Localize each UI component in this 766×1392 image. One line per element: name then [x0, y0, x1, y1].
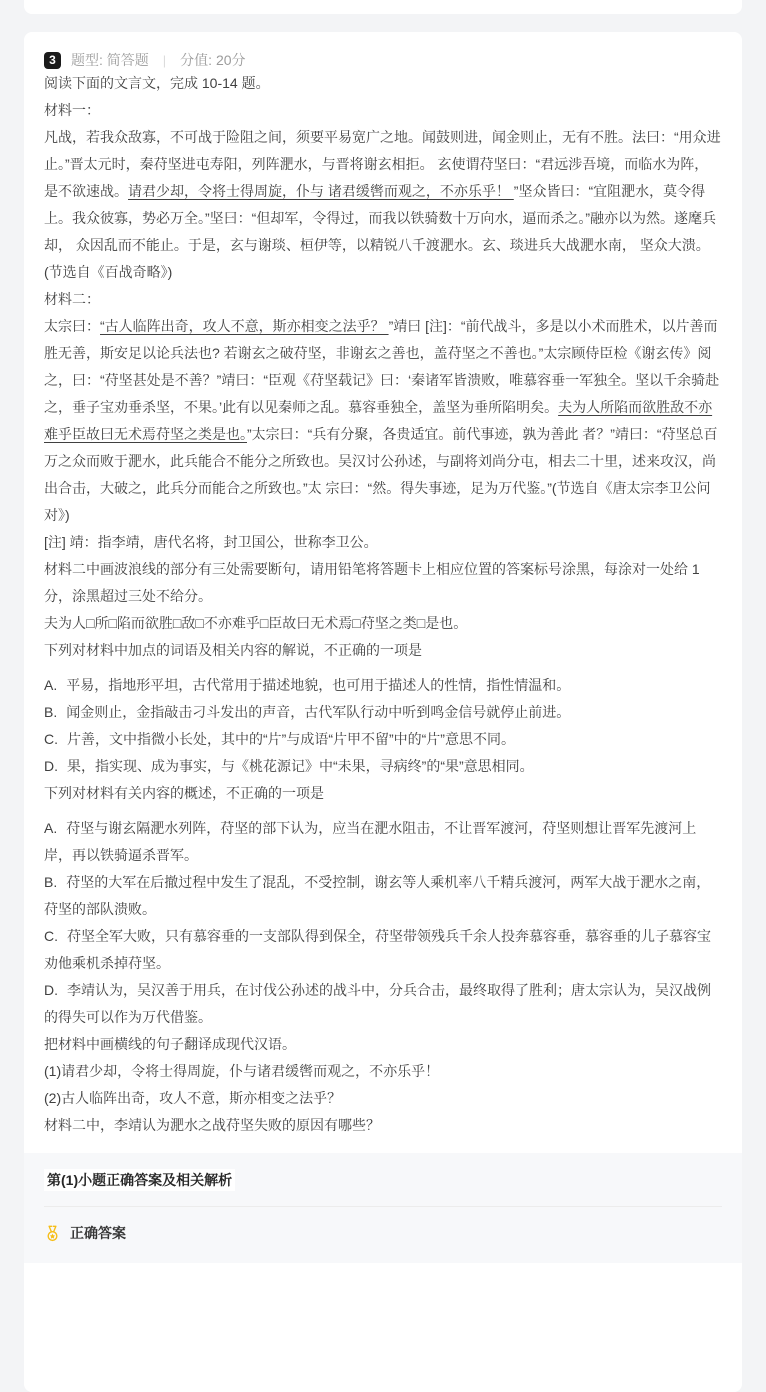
- option-label: C.: [44, 731, 58, 747]
- medal-icon: [44, 1225, 61, 1242]
- previous-card-bottom: [24, 0, 742, 14]
- passage-note: [注] 靖：指李靖，唐代名将，封卫国公，世称李卫公。: [44, 534, 378, 550]
- option-a: [44, 815, 722, 869]
- question2-stem: 下列对材料中加点的词语及相关内容的解说，不正确的一项是: [44, 642, 422, 658]
- question1-stem: 材料二中画波浪线的部分有三处需要断句，请用铅笔将答题卡上相应位置的答案标号涂黑，每涂对一处给 1 分，涂黑超过三处不给分。: [44, 561, 700, 604]
- question-number-badge: 3: [44, 52, 61, 69]
- option-text: 苻坚全军大败，只有慕容垂的一支部队得到保全，苻坚带领残兵千余人投奔慕容垂，慕容垂的儿子慕容宝劝他乘机杀掉苻坚。: [44, 928, 711, 971]
- question4-stem: 把材料中画横线的句子翻译成现代汉语。: [44, 1036, 296, 1052]
- material1-text: [44, 124, 722, 286]
- option-label: B.: [44, 704, 58, 720]
- material2-text: [44, 313, 722, 529]
- option-label: A.: [44, 677, 58, 693]
- question-score-label: 分值: 20分: [180, 52, 246, 68]
- option-d: [44, 753, 722, 780]
- option-text: 片善，文中指微小长处，其中的“片”与成语“片甲不留”中的“片”意思不同。: [67, 731, 515, 747]
- question-content: [24, 70, 742, 1153]
- passage-text: ”坚众皆曰：“宜阻淝水，莫令得上。我众彼寡，势必万全。”坚曰：“但却军，令得过，而我以铁骑数十万向水，逼而杀之。”融亦以为然。遂麾兵却， 众因乱而不能止。于是，玄与谢琰、桓伊等，以精锐八千渡淝水。玄、琰进兵大战淝水南， 坚众大溃。(节选自《百战奇略》): [44, 183, 716, 280]
- option-b: [44, 869, 722, 923]
- option-text: 苻坚的大军在后撤过程中发生了混乱，不受控制，谢玄等人乘机率八千精兵渡河，两军大战于淝水之南，苻坚的部队溃败。: [44, 874, 711, 917]
- option-a: [44, 672, 722, 699]
- passage-intro: 阅读下面的文言文，完成 10-14 题。: [44, 75, 270, 91]
- question1-sentence: 夫为人□所□陷而欲胜□敌□不亦难乎□臣故曰无术焉□苻坚之类□是也。: [44, 615, 468, 631]
- answer-divider: [44, 1206, 722, 1207]
- question4-subitem-1: (1)请君少却，令将士得周旋，仆与诸君缓辔而观之，不亦乐乎！: [44, 1063, 440, 1079]
- option-c: [44, 923, 722, 977]
- material1-title: 材料一：: [44, 102, 100, 118]
- option-b: [44, 699, 722, 726]
- question-card: [24, 32, 742, 1392]
- question3-options: [44, 815, 722, 1031]
- passage-text: ”太宗曰：“兵有分聚，各贵适宜。前代事迹，孰为善此 者？”靖曰：“苻坚总百万之众而败于淝水，此兵能合不能分之所致也。吴汉讨公孙述，与副将刘尚分屯，相去二十里，述来攻汉，尚出合击，大破之，此兵分而能合之所致也。”太 宗曰：“然。得失事迹，足为万代鉴。”(节选自《唐太宗李卫公问对》): [44, 426, 718, 523]
- option-label: D.: [44, 758, 58, 774]
- option-label: A.: [44, 820, 58, 836]
- question-header: [24, 32, 742, 70]
- underlined-sentence-1: 请君少却，令将士得周旋，仆与 诸君缓辔而观之，不亦乐乎！: [128, 183, 514, 199]
- underlined-sentence-2: “古人临阵出奇，攻人不意，斯亦相变之法乎？: [100, 318, 389, 334]
- passage-text: ”靖曰 [注]：“前代战斗，多是以小术而胜术，以片善而胜无善，斯安足以论兵法也? 若谢玄之破苻坚，非谢玄之善也，盖苻坚之不善也。”太宗顾侍臣检《谢玄传》阅之，曰：“苻坚甚处是不善？”靖曰：“臣观《苻坚载记》曰：‘秦诸军皆溃败，唯慕容垂一军独全。坚以千余骑赴之，垂子宝劝垂杀坚，不果。’此有以见秦师之乱。慕容垂独全，盖坚为垂所陷明矣。: [44, 318, 720, 415]
- option-text: 李靖认为，吴汉善于用兵，在讨伐公孙述的战斗中，分兵合击，最终取得了胜利；唐太宗认为，吴汉战例的得失可以作为万代借鉴。: [44, 982, 711, 1025]
- option-text: 果，指实现、成为事实，与《桃花源记》中“未果，寻病终”的“果”意思相同。: [67, 758, 534, 774]
- material2-title: 材料二：: [44, 291, 100, 307]
- correct-answer-label: 正确答案: [70, 1225, 126, 1241]
- underlined-sentence-3: 夫为人所陷而欲胜敌不亦 难乎臣故曰无术焉苻坚之类是也。: [44, 399, 713, 442]
- question4-subitem-2: (2)古人临阵出奇，攻人不意，斯亦相变之法乎？: [44, 1090, 342, 1106]
- answer-section-heading: 第(1)小题正确答案及相关解析: [44, 1169, 722, 1191]
- option-label: B.: [44, 874, 58, 890]
- passage-text: 太宗曰：: [44, 318, 100, 334]
- header-divider: |: [162, 52, 167, 68]
- question2-options: [44, 672, 722, 780]
- question3-stem: 下列对材料有关内容的概述，不正确的一项是: [44, 785, 324, 801]
- option-c: [44, 726, 722, 753]
- option-d: [44, 977, 722, 1031]
- option-text: 闻金则止，金指敲击刁斗发出的声音，古代军队行动中听到鸣金信号就停止前进。: [66, 704, 571, 720]
- option-text: 平易，指地形平坦，古代常用于描述地貌，也可用于描述人的性情，指性情温和。: [66, 677, 571, 693]
- correct-answer-row: [44, 1223, 722, 1243]
- option-text: 苻坚与谢玄隔淝水列阵，苻坚的部下认为，应当在淝水阻击，不让晋军渡河，苻坚则想让晋军先渡河上岸，再以铁骑逼杀晋军。: [44, 820, 697, 863]
- option-label: C.: [44, 928, 58, 944]
- option-label: D.: [44, 982, 58, 998]
- question-type-label: 题型: 简答题: [71, 52, 149, 68]
- answer-section: [24, 1153, 742, 1263]
- question5-stem: 材料二中，李靖认为淝水之战苻坚失败的原因有哪些？: [44, 1117, 380, 1133]
- passage-text: 凡战，若我众敌寡，不可战于险阻之间，须要平易宽广之地。闻鼓则进，闻金则止，无有不胜。法曰：“用众进止。”晋太元时，秦苻坚进屯寿阳，列阵淝水，与晋将谢玄相拒。 玄使谓苻坚曰：“君远涉吾境，而临水为阵，是不欲速战。: [44, 129, 721, 199]
